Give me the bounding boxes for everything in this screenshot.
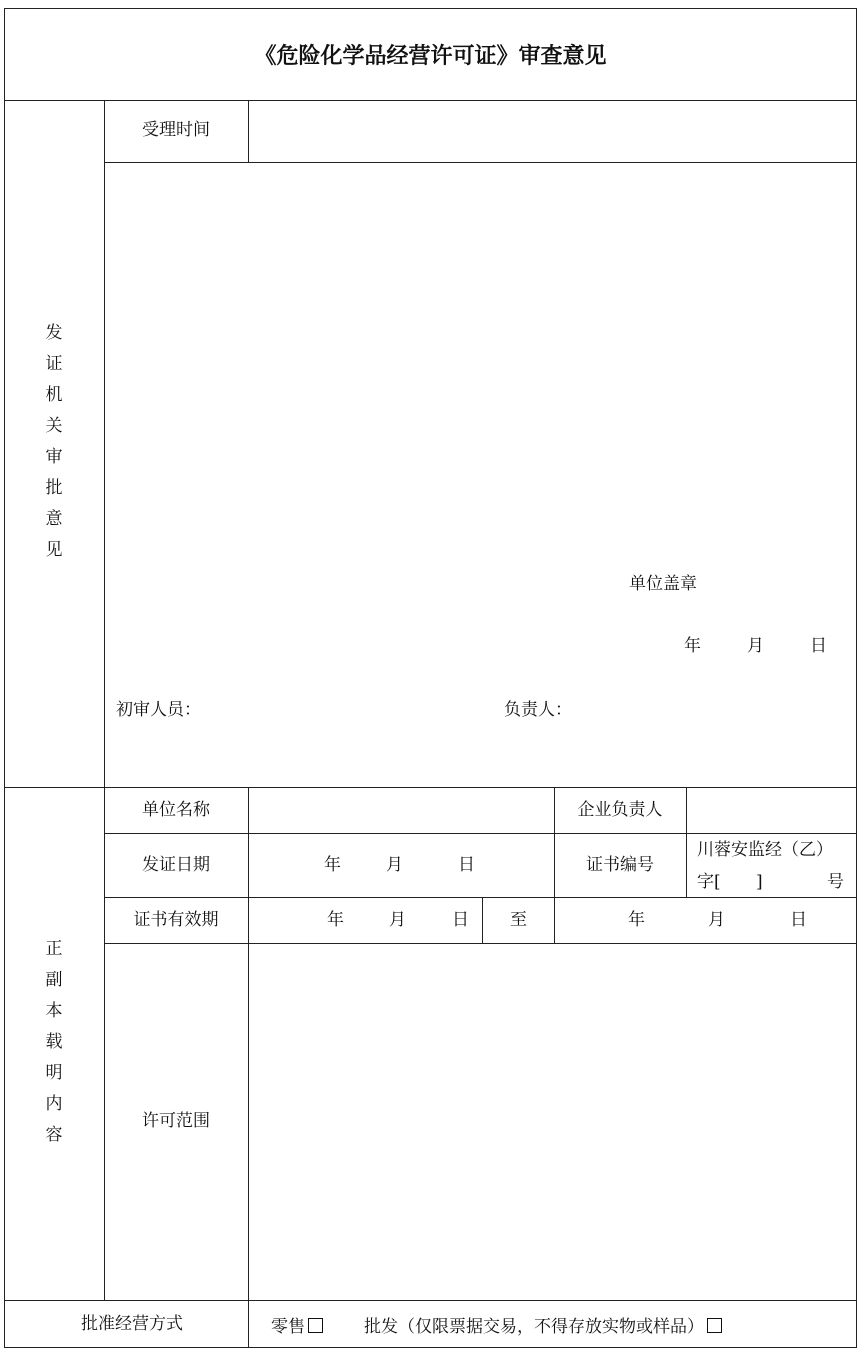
validity-end-day: 日 — [790, 910, 807, 930]
enterprise-head-label: 企业负责人 — [577, 800, 663, 820]
wholesale-checkbox[interactable] — [707, 1318, 722, 1333]
divider — [104, 833, 857, 834]
issue-month: 月 — [386, 855, 403, 875]
divider — [554, 787, 555, 943]
validity-end-month: 月 — [708, 910, 725, 930]
section-label-approval: 发 证 机 关 审 批 意 见 — [45, 323, 63, 560]
wholesale-label: 批发（仅限票据交易，不得存放实物或样品） — [364, 1317, 704, 1337]
divider — [104, 897, 857, 898]
cert-no-label: 证书编号 — [586, 855, 654, 875]
validity-start-year: 年 — [327, 910, 344, 930]
scope-field[interactable] — [249, 944, 856, 1300]
unit-name-field[interactable] — [249, 788, 554, 833]
enterprise-head-field[interactable] — [687, 788, 856, 833]
wholesale-option[interactable] — [364, 1318, 722, 1336]
validity-start-month: 月 — [389, 910, 406, 930]
section-label-certificate: 正 副 本 载 明 内 容 — [45, 939, 63, 1145]
date-year: 年 — [684, 636, 701, 656]
cert-no-suffix: 号 — [827, 872, 844, 892]
validity-label: 证书有效期 — [133, 910, 219, 930]
validity-start-day: 日 — [452, 910, 469, 930]
issue-day: 日 — [458, 855, 475, 875]
unit-name-label: 单位名称 — [142, 800, 210, 820]
page-title: 《危险化学品经营许可证》审查意见 — [254, 42, 607, 69]
divider — [482, 897, 483, 943]
issue-year: 年 — [324, 855, 341, 875]
validity-to: 至 — [510, 910, 527, 930]
reviewer-label: 初审人员： — [116, 700, 201, 720]
retail-label: 零售 — [271, 1317, 305, 1337]
validity-end-year: 年 — [628, 910, 645, 930]
seal-label: 单位盖章 — [629, 574, 697, 594]
scope-label: 许可范围 — [142, 1111, 210, 1131]
date-month: 月 — [747, 636, 764, 656]
issue-date-label: 发证日期 — [142, 855, 210, 875]
business-mode-label: 批准经营方式 — [81, 1314, 183, 1334]
retail-checkbox[interactable] — [308, 1318, 323, 1333]
responsible-label: 负责人： — [504, 700, 572, 720]
retail-option[interactable] — [271, 1318, 323, 1336]
accept-time-field[interactable] — [249, 101, 856, 162]
cert-no-line1: 川蓉安监经（乙） — [697, 840, 833, 860]
cert-no-bracket: ] — [756, 872, 763, 892]
approval-opinion-field[interactable] — [105, 163, 856, 563]
accept-time-label: 受理时间 — [142, 120, 210, 140]
divider — [4, 1300, 857, 1301]
cert-no-prefix: 字[ — [697, 872, 721, 892]
date-day: 日 — [810, 636, 827, 656]
